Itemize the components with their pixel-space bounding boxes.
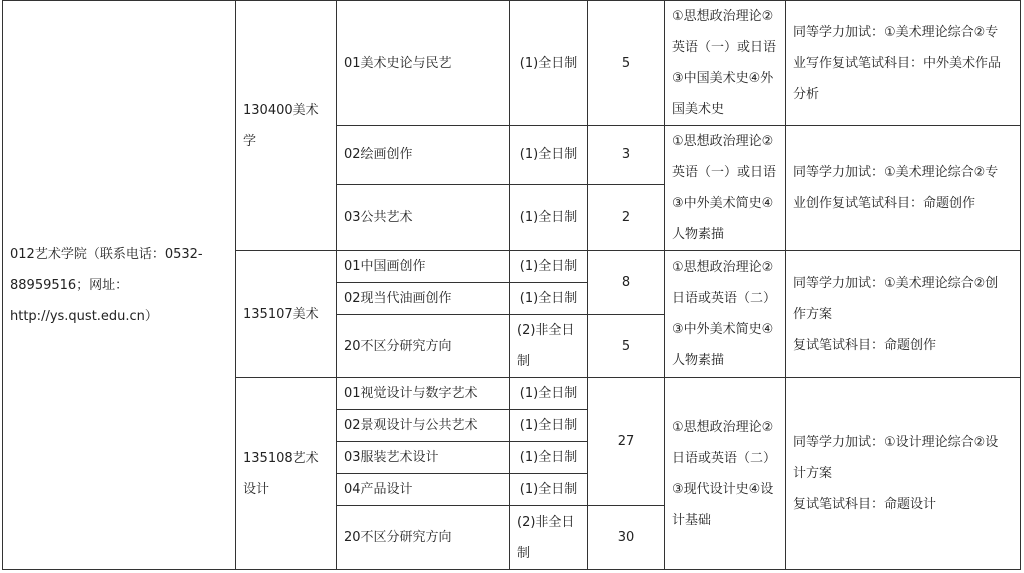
exam-line: 国美术史 <box>672 102 725 117</box>
note-line: 计方案 <box>793 466 833 481</box>
direction-cell: 03服装艺术设计 <box>337 442 510 474</box>
exam-subjects-cell <box>665 251 786 378</box>
exam-line: 人物素描 <box>672 227 725 242</box>
direction-cell: 01美术史论与民艺 <box>337 1 510 126</box>
direction-cell: 20不区分研究方向 <box>337 315 510 378</box>
quota-cell: 30 <box>588 506 665 570</box>
study-mode-cell <box>510 506 588 570</box>
college-line: 012艺术学院（联系电话：0532- <box>10 246 203 262</box>
table-row <box>3 1 1021 126</box>
study-mode-cell: (1)全日制 <box>510 251 588 283</box>
exam-line: 日语或英语（二） <box>672 291 777 306</box>
note-line: 同等学力加试：①美术理论综合②专 <box>793 165 999 180</box>
note-line: 同等学力加试：①美术理论综合②创 <box>793 275 999 291</box>
quota-cell: 5 <box>588 1 665 126</box>
study-mode-cell: (1)全日制 <box>510 1 588 126</box>
notes-cell <box>786 126 1021 251</box>
note-line: 作方案 <box>793 306 833 322</box>
exam-line: ①思想政治理论② <box>672 419 774 435</box>
college-cell <box>3 1 236 570</box>
study-mode-line: (2)非全日 <box>517 514 575 530</box>
note-line: 同等学力加试：①设计理论综合②设 <box>793 435 999 450</box>
quota-cell: 3 <box>588 126 665 185</box>
study-mode-cell: (1)全日制 <box>510 442 588 474</box>
college-line: 88959516；网址： <box>10 277 129 293</box>
study-mode-line: 制 <box>517 354 531 369</box>
exam-line: ③中国美术史④外 <box>672 71 774 86</box>
study-mode-cell <box>510 315 588 378</box>
quota-cell: 2 <box>588 184 665 250</box>
exam-line: ③现代设计史④设 <box>672 481 774 497</box>
exam-line: 英语（一）或日语 <box>672 165 777 180</box>
direction-cell: 04产品设计 <box>337 474 510 506</box>
note-line: 复试笔试科目：命题创作 <box>793 337 937 353</box>
study-mode-cell: (1)全日制 <box>510 126 588 185</box>
direction-cell: 03公共艺术 <box>337 184 510 250</box>
note-line: 业写作复试笔试科目：中外美术作品 <box>793 55 1002 71</box>
exam-line: 人物素描 <box>672 353 725 368</box>
notes-cell <box>786 1 1021 126</box>
direction-cell: 02现当代油画创作 <box>337 283 510 315</box>
study-mode-cell: (1)全日制 <box>510 184 588 250</box>
exam-subjects-cell <box>665 378 786 570</box>
exam-subjects-cell <box>665 1 786 126</box>
note-line: 业创作复试笔试科目：命题创作 <box>793 196 976 211</box>
quota-cell: 27 <box>588 378 665 506</box>
notes-cell <box>786 378 1021 570</box>
major-cell <box>236 378 337 570</box>
major-line: 设计 <box>243 481 270 497</box>
direction-cell: 20不区分研究方向 <box>337 506 510 570</box>
direction-cell: 01中国画创作 <box>337 251 510 283</box>
quota-cell: 8 <box>588 251 665 315</box>
exam-line: 英语（一）或日语 <box>672 40 777 55</box>
exam-line: 计基础 <box>672 512 712 528</box>
direction-cell: 01视觉设计与数字艺术 <box>337 378 510 410</box>
exam-line: ①思想政治理论② <box>672 134 774 149</box>
exam-line: 日语或英语（二） <box>672 450 777 466</box>
note-line: 复试笔试科目：命题设计 <box>793 497 937 512</box>
major-cell <box>236 251 337 378</box>
notes-cell <box>786 251 1021 378</box>
college-line: http://ys.qust.edu.cn） <box>10 308 158 324</box>
note-line: 同等学力加试：①美术理论综合②专 <box>793 24 999 40</box>
exam-line: ③中外美术简史④ <box>672 322 774 337</box>
exam-line: ①思想政治理论② <box>672 9 774 24</box>
exam-line: ①思想政治理论② <box>672 260 774 275</box>
study-mode-cell: (1)全日制 <box>510 378 588 410</box>
enrollment-table <box>2 0 1021 570</box>
study-mode-line: 制 <box>517 545 531 561</box>
major-line: 学 <box>243 133 257 149</box>
major-line: 130400美术 <box>243 102 319 118</box>
study-mode-cell: (1)全日制 <box>510 410 588 442</box>
major-line: 135108艺术 <box>243 450 319 466</box>
exam-subjects-cell <box>665 126 786 251</box>
major-cell <box>236 1 337 251</box>
study-mode-line: (2)非全日 <box>517 323 575 338</box>
direction-cell: 02景观设计与公共艺术 <box>337 410 510 442</box>
study-mode-cell: (1)全日制 <box>510 474 588 506</box>
study-mode-cell: (1)全日制 <box>510 283 588 315</box>
direction-cell: 02绘画创作 <box>337 126 510 185</box>
quota-cell: 5 <box>588 315 665 378</box>
note-line: 分析 <box>793 86 820 102</box>
exam-line: ③中外美术简史④ <box>672 196 774 211</box>
major-line: 135107美术 <box>243 306 319 322</box>
